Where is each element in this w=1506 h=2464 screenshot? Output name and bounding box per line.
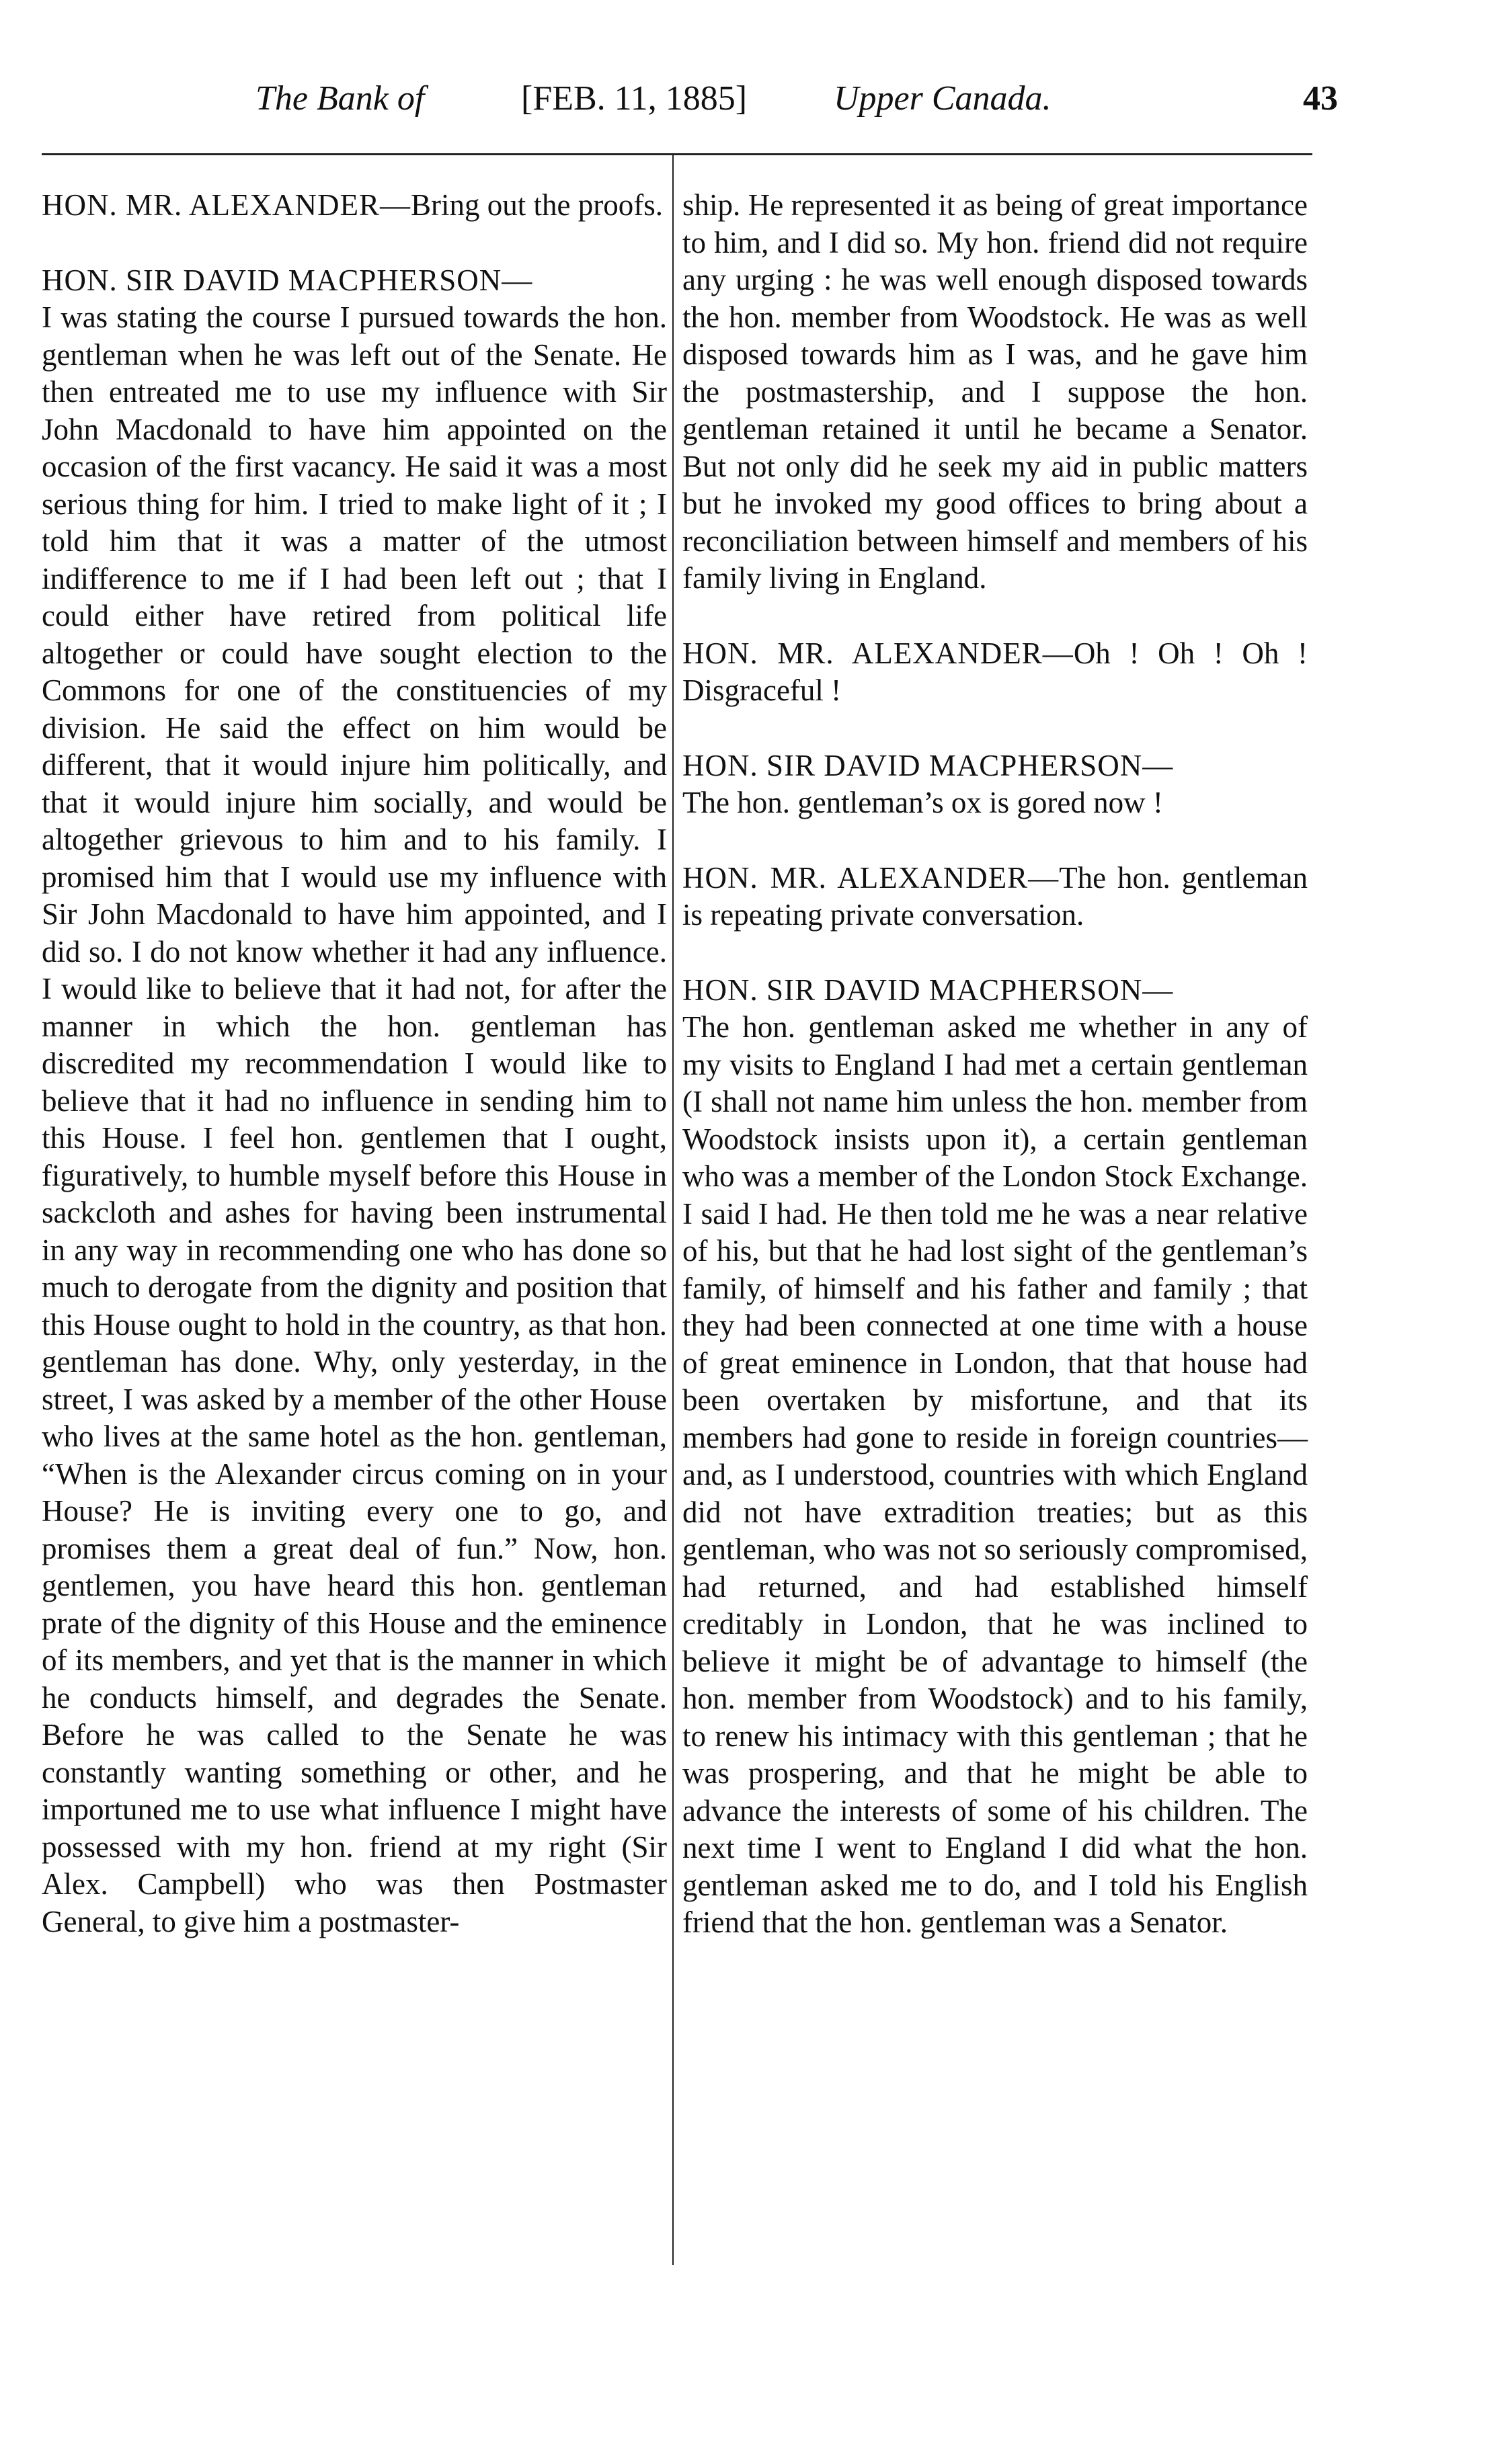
speech-text: Oh ! Oh ! Oh ! Disgraceful ! — [682, 636, 1308, 707]
speech-text: Bring out the proofs. — [411, 188, 663, 222]
speech-text: ship. He represented it as being of great importance to him, and I did so. My hon. friend did not require any urging : he was well enough disposed towards the hon. member from Woodstock. He was as well disposed towards him as I was, and he gave him the postmastership, and I suppose the hon. gentleman retained it until he became a Senator. But not only did he seek my aid in public matters but he invoked my good offices to bring about a reconciliation between himself and members of his family living in England. — [682, 188, 1308, 595]
header-title-right: Upper Canada. — [834, 79, 1052, 118]
speech-text: The hon. gentleman’s ox is gored now ! — [682, 786, 1163, 819]
speech-paragraph — [682, 747, 1308, 822]
speech-paragraph — [682, 187, 1308, 598]
speaker-name: HON. SIR DAVID MACPHERSON— — [682, 748, 1174, 782]
header-rule — [42, 153, 1312, 155]
left-column — [42, 187, 667, 1940]
header-title-left: The Bank of — [255, 79, 425, 118]
speech-text: The hon. gentleman is repeating private conversation. — [682, 860, 1308, 932]
speaker-name: HON. MR. ALEXANDER— — [42, 188, 411, 222]
speech-paragraph — [682, 860, 1308, 934]
speech-paragraph — [42, 262, 667, 1941]
speaker-name: HON. SIR DAVID MACPHERSON— — [682, 973, 1174, 1007]
speech-text: The hon. gentleman asked me whether in any of my visits to England I had met a certain gentleman (I shall not name him unless the hon. member from Woodstock insists upon it), a certain gentleman who was a member of the London Stock Exchange. I said I had. He then told me he was a near relative of his, but that he had lost sight of the gentleman’s family, of himself and his father and family ; that they had been connected at one time with a house of great eminence in London, that that house had been overtaken by misfortune, and that its members had gone to reside in foreign countries—and, as I understood, countries with which England did not have extradition treaties; but as this gentleman, who was not so seriously compromised, had returned, and had established himself creditably in London, that he was inclined to believe it might be of advantage to himself (the hon. member from Woodstock) and to his family, to renew his intimacy with this gentleman ; that he was prospering, and that he might be able to advance the interests of some of his children. The next time I went to England I did what the hon. gentleman asked me to do, and I told his English friend that the hon. gentleman was a Senator. — [682, 1010, 1308, 1939]
speaker-name: HON. MR. ALEXANDER— — [682, 636, 1074, 670]
speech-paragraph — [682, 972, 1308, 1942]
speaker-name: HON. MR. ALEXANDER— — [682, 860, 1060, 895]
speech-paragraph — [42, 187, 667, 224]
right-column — [682, 187, 1308, 1942]
header-date: [FEB. 11, 1885] — [521, 79, 748, 118]
speech-paragraph — [682, 635, 1308, 710]
speaker-name: HON. SIR DAVID MACPHERSON— — [42, 263, 533, 297]
column-divider — [672, 155, 674, 2265]
page-number: 43 — [1303, 79, 1338, 118]
speech-text: I was stating the course I pursued towards the hon. gentleman when he was left out of the Senate. He then entreated me to use my influence with Sir John Macdonald to have him appointed on the occasion of the first vacancy. He said it was a most serious thing for him. I tried to make light of it ; I told him that it was a matter of the utmost indifference to me if I had been left out ; that I could either have retired from political life altogether or could have sought election to the Commons for one of the constituencies of my division. He said the effect on him would be different, that it would injure him politically, and that it would injure him socially, and would be altogether grievous to him and to his family. I promised him that I would use my influence with Sir John Macdonald to have him appointed, and I did so. I do not know whether it had any influence. I would like to believe that it had not, for after the manner in which the hon. gentleman has discredited my recommendation I would like to believe that it had no influence in sending him to this House. I feel hon. gentlemen that I ought, figuratively, to humble myself before this House in sackcloth and ashes for having been instrumental in any way in recommending one who has done so much to derogate from the dignity and position that this House ought to hold in the country, as that hon. gentleman has done. Why, only yesterday, in the street, I was asked by a member of the other House who lives at the same hotel as the hon. gentleman, “When is the Alexander circus coming on in your House? He is inviting every one to go, and promises them a great deal of fun.” Now, hon. gentlemen, you have heard this hon. gentleman prate of the dignity of this House and the eminence of its members, and yet that is the manner in which he conducts himself, and degrades the Senate. Before he was called to the Senate he was constantly wanting something or other, and he importuned me to use what influence I might have possessed with my hon. friend at my right (Sir Alex. Campbell) who was then Postmaster General, to give him a postmaster- — [42, 300, 667, 1938]
running-header — [255, 75, 1338, 122]
